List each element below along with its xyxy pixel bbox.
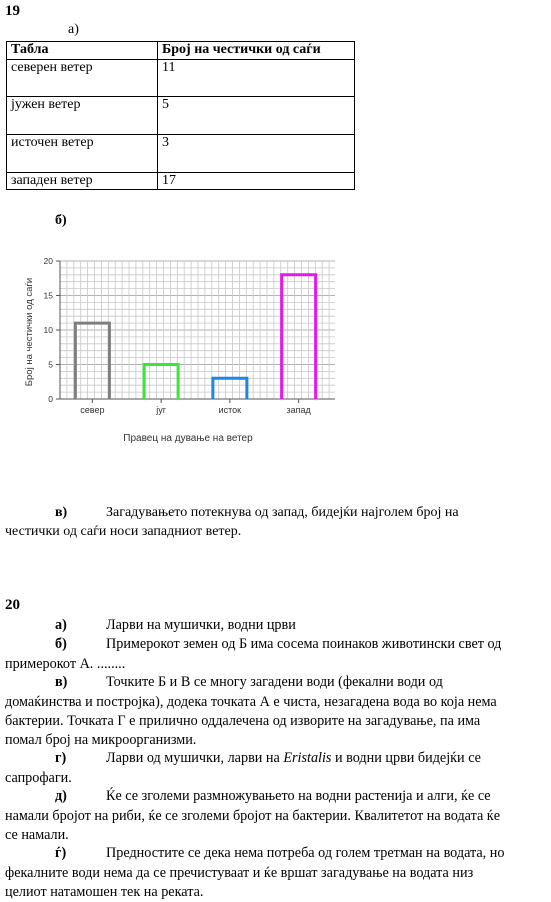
- table-row: [7, 135, 355, 173]
- answer-label: ѓ): [55, 845, 67, 861]
- answer-first-line: Точките Б и В се многу загадени води (фекални води од: [106, 674, 443, 690]
- answer-label: г): [55, 750, 67, 766]
- answer-continuation-line: домаќинства и постројка), додека точката А е чиста, незагадена вода во која нема: [5, 694, 497, 710]
- answer-continuation-line: примерокот А. ........: [5, 656, 126, 672]
- answer-first-line: Ќе се зголеми размножувањето на водни растенија и алги, ќе се: [106, 788, 491, 804]
- x-tick-label: исток: [218, 405, 242, 415]
- part-a-label: а): [68, 22, 79, 37]
- y-tick-label: 15: [43, 290, 53, 301]
- bar-2: [144, 365, 178, 400]
- answer-continuation-line: целиот натамошен тек на реката.: [5, 884, 204, 900]
- chart-grid: [60, 261, 335, 399]
- x-tick-label: запад: [286, 405, 311, 415]
- species-name: Eristalis: [283, 750, 332, 766]
- y-tick-label: 10: [43, 325, 53, 335]
- answer-label: в): [55, 674, 68, 690]
- table-row: [7, 173, 355, 190]
- answer-first-line: Ларви на мушички, водни црви: [106, 617, 296, 633]
- x-tick-label: југ: [156, 405, 167, 415]
- answer-continuation-line: фекалните води нема да се пречистуваат и ќе вршат загадување на водата низ: [5, 865, 474, 881]
- answer-continuation-line: помал број на микроорганизми.: [5, 732, 197, 748]
- table-cell: западен ветер: [7, 173, 158, 190]
- answer-label: б): [55, 636, 67, 652]
- table-cell: 3: [158, 135, 355, 173]
- part-b-label: б): [55, 213, 67, 228]
- part-v-line1: Загадувањето потекнува од запад, бидејќи најголем број на: [106, 505, 459, 520]
- answer-continuation-line: се намали.: [5, 827, 69, 843]
- soot-bar-chart: [20, 255, 350, 450]
- table-cell: источен ветер: [7, 135, 158, 173]
- table-cell: 5: [158, 97, 355, 135]
- answer-continuation-line: бактерии. Точката Г е прилично оддалечена од изворите на загадување, па има: [5, 713, 481, 729]
- table-row: [7, 97, 355, 135]
- question-20-number: 20: [5, 597, 20, 613]
- y-tick-label: 20: [43, 256, 53, 266]
- answer-label: а): [55, 617, 67, 633]
- table-cell: 17: [158, 173, 355, 190]
- table-cell: јужен ветер: [7, 97, 158, 135]
- table-header-row: [7, 42, 355, 60]
- part-v-line2: честички од саѓи носи западниот ветер.: [5, 524, 242, 539]
- y-tick-label: 5: [48, 359, 53, 370]
- answer-continuation-line: намали бројот на риби, ќе се зголеми бројот на бактерии. Квалитетот на водата ќе: [5, 808, 501, 824]
- table-cell: северен ветер: [7, 60, 158, 97]
- table-cell: 11: [158, 60, 355, 97]
- x-tick-label: север: [80, 405, 105, 415]
- chart-y-axis-label: Број на честички од саѓи: [24, 277, 35, 387]
- part-v-label: в): [55, 505, 68, 520]
- table-header-cell: Број на честички од саѓи: [158, 42, 355, 60]
- y-tick-label: 0: [48, 394, 53, 404]
- soot-table: [6, 41, 355, 190]
- answer-label: д): [55, 788, 67, 804]
- answer-continuation-line: сапрофаги.: [5, 770, 72, 786]
- chart-y-ticks: [44, 256, 60, 404]
- table-header-cell: Табла: [7, 42, 158, 60]
- chart-x-axis-label: Правец на дување на ветер: [123, 433, 253, 444]
- answer-first-line: Ларви од мушички, ларви на Eristalis и водни црви бидејќи се: [106, 750, 481, 766]
- chart-x-ticks: [80, 399, 311, 415]
- table-row: [7, 60, 355, 97]
- answer-first-line: Предностите се дека нема потреба од голем третман на водата, но: [106, 845, 505, 861]
- answer-first-line: Примерокот земен од Б има сосема поинаков животински свет од: [106, 636, 502, 652]
- bar-3: [213, 378, 247, 399]
- question-19-number: 19: [5, 3, 20, 19]
